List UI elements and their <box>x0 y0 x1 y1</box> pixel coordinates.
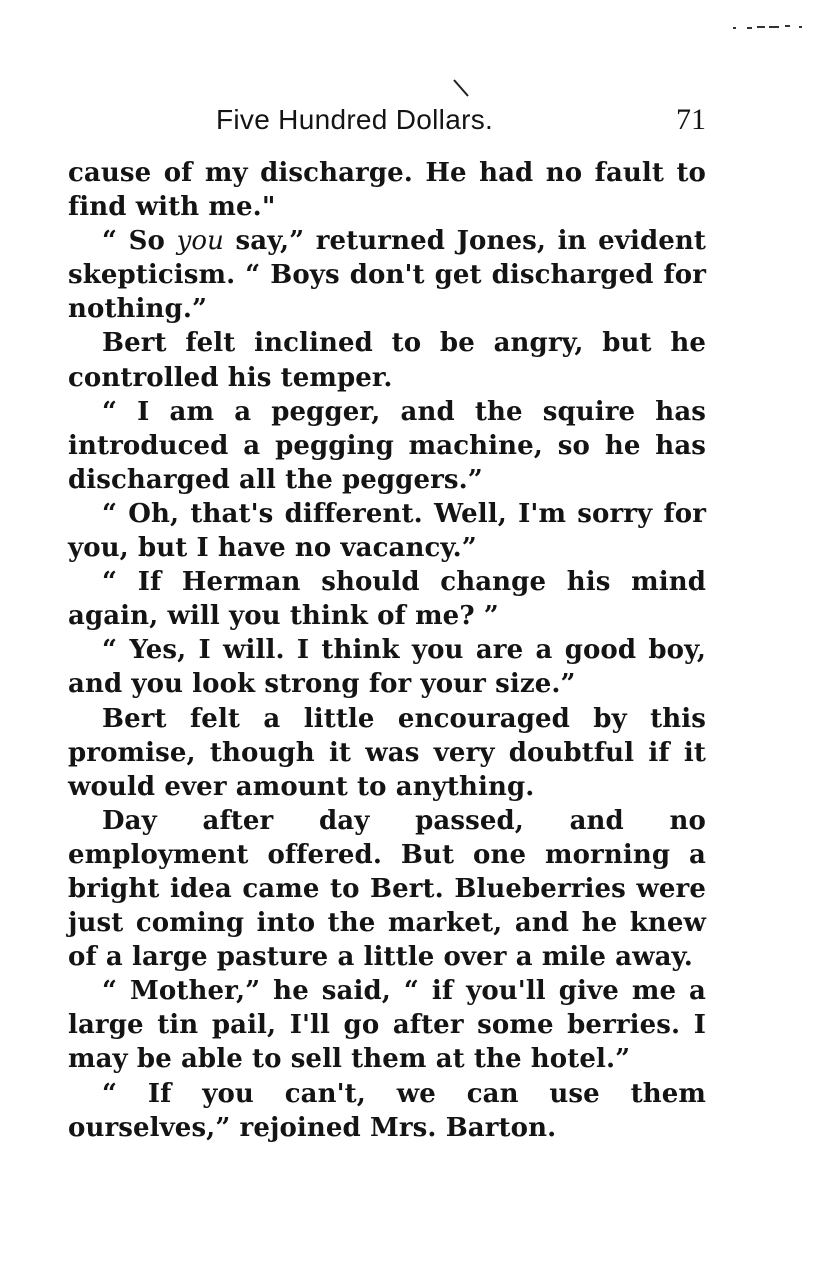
emphasis-text: you <box>176 226 224 257</box>
paragraph: “ If you can't, we can use them ourselves,” rejoined Mrs. Barton. <box>68 1078 706 1143</box>
paragraph: Bert felt inclined to be angry, but he controlled his temper. <box>68 328 706 393</box>
paragraph: Day after day passed, and no employment offered. But one morning a bright idea came to Bert. Blueberries were just coming into the market, and he knew of a large pasture a little over a mile away. <box>68 805 706 973</box>
paragraph-text: say,” returned Jones, in evident skepticism. “ Boys don't get discharged for nothing.” <box>68 226 706 325</box>
running-title: Five Hundred Dollars. <box>216 104 494 135</box>
page-number: 71 <box>676 103 706 136</box>
paragraph: “ Oh, that's different. Well, I'm sorry for you, but I have no vacancy.” <box>68 498 706 564</box>
paragraph-text: “ So <box>102 226 177 257</box>
paragraph: “ If Herman should change his mind again, will you think of me? ” <box>68 567 706 632</box>
body-text <box>68 156 706 1145</box>
scan-tick-mark <box>452 78 474 100</box>
paragraph: “ Yes, I will. I think you are a good boy, and you look strong for your size.” <box>68 635 706 700</box>
paragraph: cause of my discharge. He had no fault to find with me." <box>68 158 706 223</box>
page-header <box>68 98 708 142</box>
paragraph: “ Mother,” he said, “ if you'll give me a large tin pail, I'll go after some berries. I may be able to sell them at the hotel.” <box>68 976 706 1075</box>
scan-specks <box>733 22 805 32</box>
paragraph <box>68 224 706 326</box>
paragraph: Bert felt a little encouraged by this promise, though it was very doubtful if it would ever amount to anything. <box>68 703 706 802</box>
paragraph: “ I am a pegger, and the squire has introduced a pegging machine, so he has discharged all the peggers.” <box>68 396 706 495</box>
